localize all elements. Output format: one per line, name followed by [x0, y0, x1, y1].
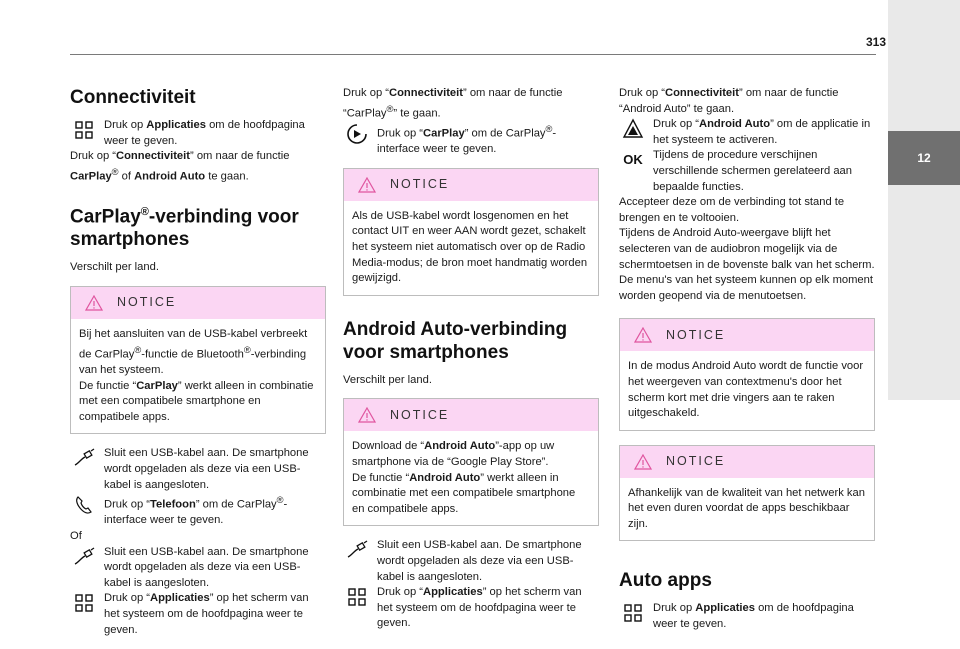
connectivity-text: Druk op “Connectiviteit” om naar de functie “CarPlay®” te gaan. [343, 87, 563, 120]
notice-body: Download de “Android Auto”-app op uw smartphone via de “Google Play Store”. De functie “Android Auto” werkt alleen in combinatie met een compatibele smartphone en compatibele apps. [352, 440, 576, 515]
page-number: 313 [865, 35, 886, 49]
notice-box [343, 398, 599, 526]
heading-connectiviteit: Connectiviteit [70, 87, 196, 108]
apps-grid-icon [73, 592, 95, 614]
chapter-number: 12 [888, 131, 960, 185]
warning-triangle-icon [634, 327, 652, 343]
notice-title: NOTICE [666, 453, 726, 468]
instruction-apps [70, 118, 326, 149]
connectivity-text: Druk op “Connectiviteit” om naar de functie CarPlay® of Android Auto te gaan. [70, 150, 290, 183]
notice-body: In de modus Android Auto wordt de functie voor het weergeven van contextmenu's door het scherm kort met drie vingers aan te raken uitgeschakeld. [628, 360, 864, 420]
instruction-text: Tijdens de procedure verschijnen verschillende schermen gerelateerd aan bepaalde functies. [653, 149, 853, 193]
heading-carplay: CarPlay®-verbinding voor smartphones [70, 206, 299, 251]
notice-body: Als de USB-kabel wordt losgenomen en het contact UIT en weer AAN wordt gezet, schakelt het systeem niet automatisch over op de Radio Media-modus; de bron moet handmatig worden gewijzigd. [352, 209, 588, 285]
usb-cable-icon [73, 546, 95, 568]
notice-header [620, 319, 874, 351]
chapter-tab [888, 0, 960, 400]
instruction-text: Sluit een USB-kabel aan. De smartphone wordt opgeladen als deze via een USB-kabel is aangesloten. [377, 539, 582, 583]
apps-grid-icon [622, 602, 644, 624]
notice-header [620, 446, 874, 478]
instruction-telefoon [70, 493, 326, 529]
phone-handset-icon [73, 494, 95, 516]
connectivity-text: Druk op “Connectiviteit” om naar de functie “Android Auto” te gaan. [619, 87, 839, 115]
column-3 [619, 80, 875, 633]
notice-title: NOTICE [117, 295, 177, 310]
instruction-apps [619, 601, 875, 632]
heading-android-auto: Android Auto-verbinding voor smartphones [343, 318, 568, 363]
usb-cable-icon [346, 539, 368, 561]
column-2 [343, 80, 599, 632]
instruction-usb [343, 538, 599, 585]
notice-box [343, 168, 599, 296]
instruction-text: Druk op “CarPlay” om de CarPlay®-interface weer te geven. [377, 123, 557, 156]
ok-label: OK [623, 152, 643, 168]
apps-grid-icon [73, 119, 95, 141]
instruction-text: Sluit een USB-kabel aan. De smartphone wordt opgeladen als deze via een USB-kabel is aangesloten. [104, 447, 309, 491]
warning-triangle-icon [634, 454, 652, 470]
notice-box [619, 318, 875, 430]
usb-cable-icon [73, 447, 95, 469]
country-note: Verschilt per land. [343, 373, 432, 386]
instruction-text: Druk op “Android Auto” om de applicatie in het systeem te activeren. [653, 118, 871, 146]
notice-header [71, 287, 325, 319]
android-auto-triangle-icon [622, 118, 644, 140]
notice-box [619, 445, 875, 542]
country-note: Verschilt per land. [70, 261, 159, 274]
warning-triangle-icon [85, 295, 103, 311]
heading-auto-apps: Auto apps [619, 570, 712, 592]
instruction-text: Druk op “Applicaties” op het scherm van het systeem om de hoofdpagina weer te geven. [377, 586, 582, 630]
instruction-ok [619, 148, 875, 195]
column-1 [70, 80, 326, 638]
warning-triangle-icon [358, 177, 376, 193]
notice-title: NOTICE [390, 177, 450, 192]
notice-body: Afhankelijk van de kwaliteit van het netwerk kan het even duren voordat de apps beschikbaar zijn. [628, 486, 865, 530]
instruction-text: Druk op Applicaties om de hoofdpagina weer te geven. [104, 119, 305, 147]
instruction-carplay [343, 122, 599, 158]
instruction-usb [70, 446, 326, 493]
top-rule [70, 54, 876, 55]
instruction-text: Druk op “Applicaties” op het scherm van het systeem om de hoofdpagina weer te geven. [104, 592, 309, 636]
instruction-text: Druk op Applicaties om de hoofdpagina weer te geven. [653, 602, 854, 631]
notice-body: Bij het aansluiten van de USB-kabel verbreekt de CarPlay®-functie de Bluetooth®-verbinding van het systeem. De functie “CarPlay” werkt alleen in combinatie met een compatibele smartphone en compatibele apps. [79, 328, 314, 423]
instruction-applicaties [70, 591, 326, 638]
notice-title: NOTICE [390, 407, 450, 422]
notice-header [344, 399, 598, 431]
notice-header [344, 169, 598, 201]
instruction-usb-2 [70, 545, 326, 592]
instruction-text: Sluit een USB-kabel aan. De smartphone wordt opgeladen als deze via een USB-kabel is aangesloten. [104, 545, 309, 589]
body-text: De menu's van het systeem kunnen op elk moment worden geopend via de menutoetsen. [619, 274, 873, 302]
or-text: Of [70, 530, 82, 543]
warning-triangle-icon [358, 407, 376, 423]
body-text: Tijdens de Android Auto-weergave blijft het selecteren van de audiobron mogelijk via de schermtoetsen in de bovenste balk van het scherm. [619, 227, 875, 271]
notice-title: NOTICE [666, 327, 726, 342]
instruction-applicaties [343, 585, 599, 632]
instruction-text: Druk op “Telefoon” om de CarPlay®-interface weer te geven. [104, 495, 288, 527]
carplay-play-icon [346, 123, 368, 145]
instruction-android-auto [619, 117, 875, 148]
body-text: Accepteer deze om de verbinding tot stand te brengen en te voltooien. [619, 196, 845, 224]
notice-box [70, 286, 326, 434]
apps-grid-icon [346, 586, 368, 608]
chapter-title [0, 205, 72, 385]
